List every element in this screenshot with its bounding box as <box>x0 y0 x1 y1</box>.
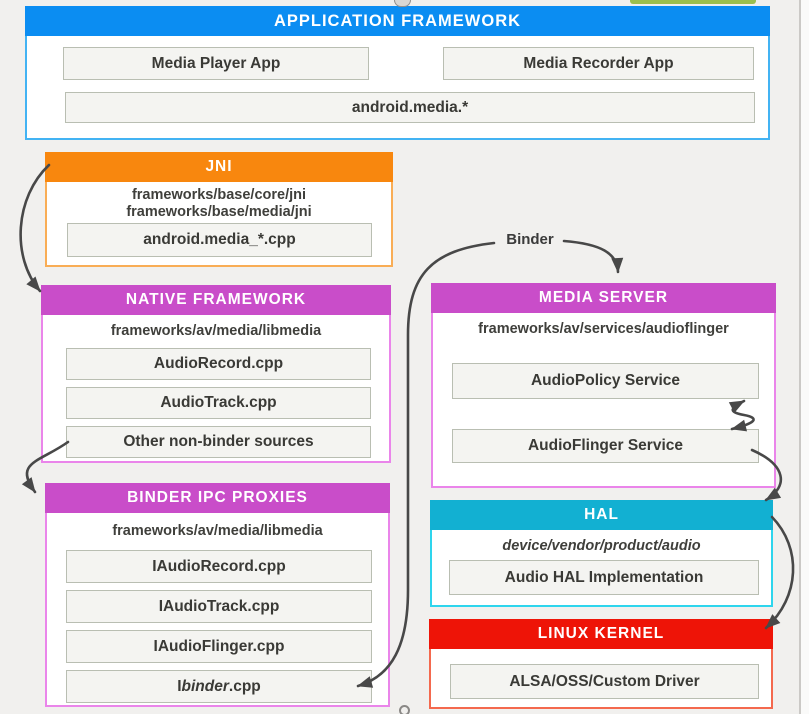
jni-header: JNI <box>45 152 393 182</box>
media-player-app-box: Media Player App <box>63 47 369 80</box>
native-framework-section <box>41 285 391 463</box>
ibinder-italic: binder <box>181 677 229 695</box>
ibinder-prefix: I <box>177 677 182 695</box>
audio-hal-implementation-box: Audio HAL Implementation <box>449 560 759 595</box>
linux-kernel-header: LINUX KERNEL <box>429 619 773 649</box>
audioflinger-service-box: AudioFlinger Service <box>452 429 759 463</box>
iaudiotrack-cpp-box: IAudioTrack.cpp <box>66 590 372 623</box>
bottom-anchor-circle <box>399 705 410 714</box>
right-edge-line <box>799 0 801 714</box>
binder-ipc-proxies-header: BINDER IPC PROXIES <box>45 483 390 513</box>
other-non-binder-sources-box: Other non-binder sources <box>66 426 371 458</box>
hal-path: device/vendor/product/audio <box>502 538 701 554</box>
cropped-green-element <box>630 0 756 4</box>
media-server-header: MEDIA SERVER <box>431 283 776 313</box>
hal-header: HAL <box>430 500 773 530</box>
jni-section <box>45 152 393 267</box>
ibinder-cpp-box <box>66 670 372 703</box>
media-server-path: frameworks/av/services/audioflinger <box>478 321 729 337</box>
android-media-api-box: android.media.* <box>65 92 755 123</box>
iaudioflinger-cpp-box: IAudioFlinger.cpp <box>66 630 372 663</box>
jni-path-line-2: frameworks/base/media/jni <box>126 204 312 220</box>
alsa-oss-custom-driver-box: ALSA/OSS/Custom Driver <box>450 664 759 699</box>
native-framework-header: NATIVE FRAMEWORK <box>41 285 391 315</box>
audiopolicy-service-box: AudioPolicy Service <box>452 363 759 399</box>
binder-ipc-path: frameworks/av/media/libmedia <box>112 523 323 539</box>
linux-kernel-section <box>429 619 773 709</box>
media-server-section <box>431 283 776 488</box>
ibinder-suffix: .cpp <box>228 677 261 695</box>
jni-path-line-1: frameworks/base/core/jni <box>131 187 307 203</box>
application-framework-section <box>25 6 770 140</box>
android-media-cpp-box: android.media_*.cpp <box>67 223 372 257</box>
application-framework-header: APPLICATION FRAMEWORK <box>25 6 770 36</box>
iaudiorecord-cpp-box: IAudioRecord.cpp <box>66 550 372 583</box>
audiorecord-cpp-box: AudioRecord.cpp <box>66 348 371 380</box>
binder-ipc-proxies-section <box>45 483 390 707</box>
right-edge-strip <box>801 0 809 714</box>
hal-section <box>430 500 773 607</box>
binder-label: Binder <box>506 231 554 248</box>
audiotrack-cpp-box: AudioTrack.cpp <box>66 387 371 419</box>
native-framework-path: frameworks/av/media/libmedia <box>110 323 322 339</box>
media-recorder-app-box: Media Recorder App <box>443 47 754 80</box>
